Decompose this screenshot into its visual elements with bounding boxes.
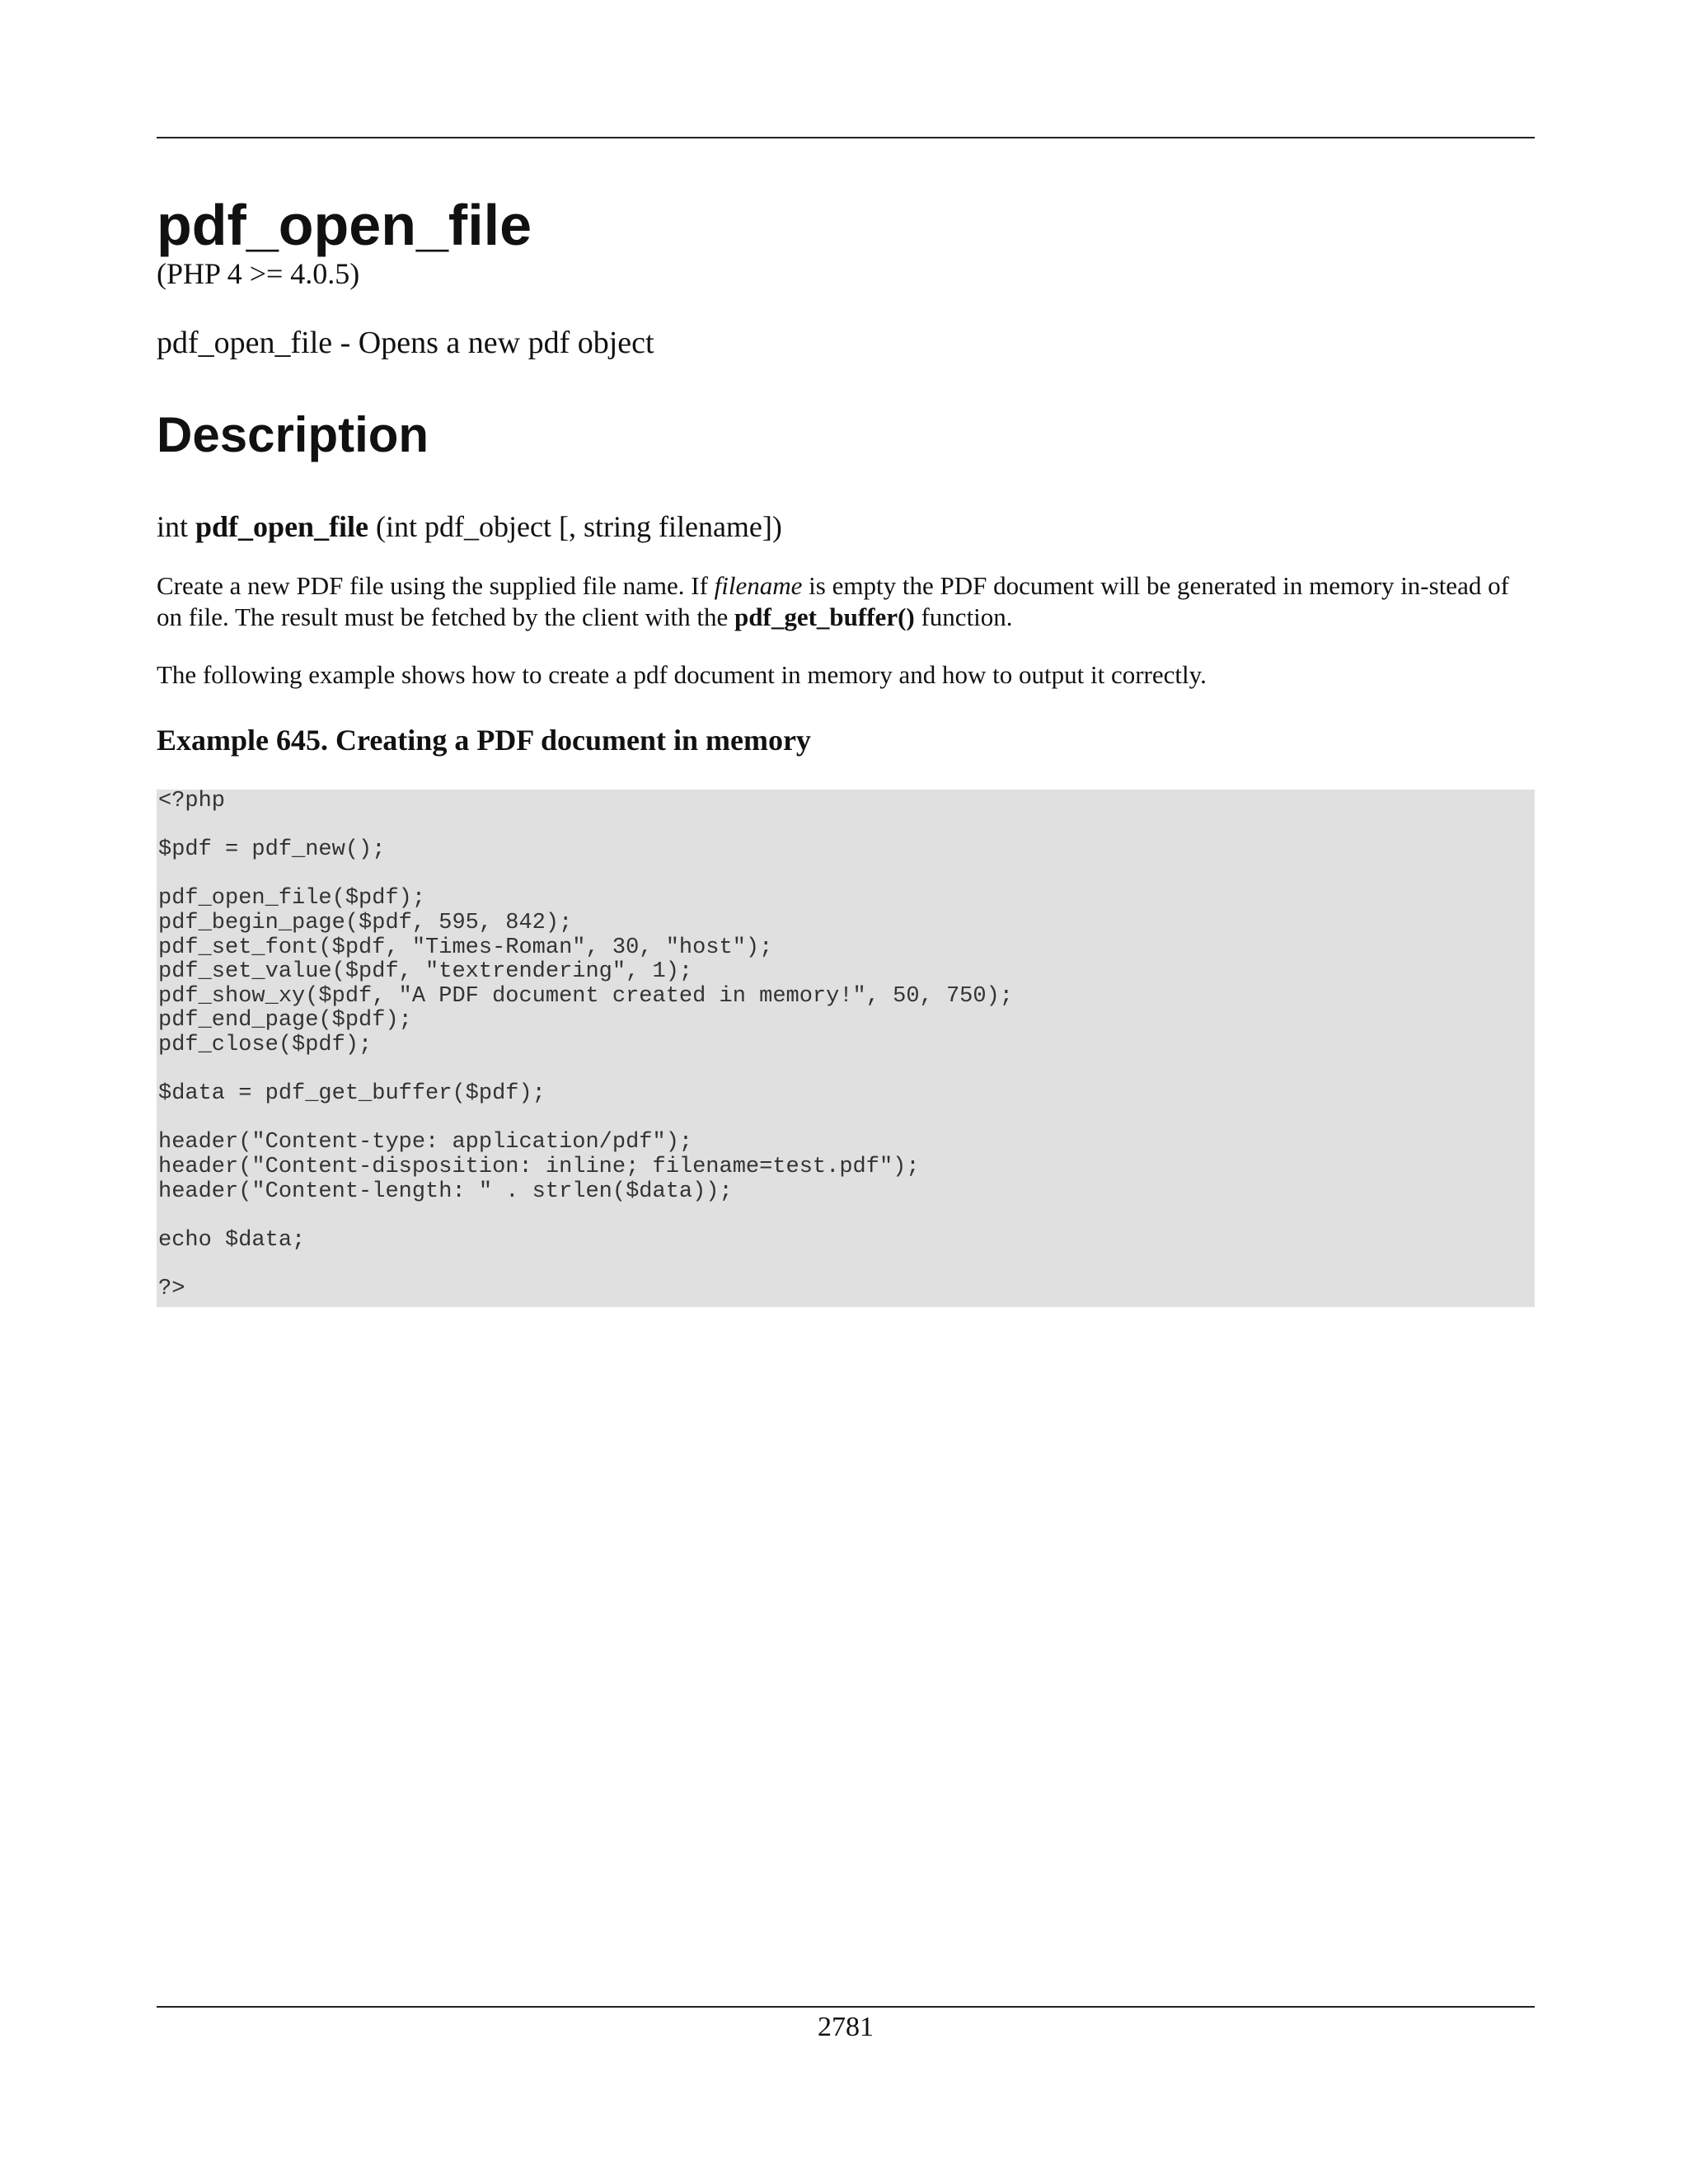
footer-rule (157, 2006, 1535, 2008)
code-line: echo $data; (158, 1227, 306, 1253)
synopsis-return-type: int (157, 510, 189, 543)
code-line: $data = pdf_get_buffer($pdf); (158, 1081, 546, 1107)
paragraph-text: is empty the PDF document will be generated in memory in-stead of on file. The result must be fetched by the client with the (157, 571, 1509, 631)
synopsis-function-name: pdf_open_file (195, 510, 369, 543)
code-line (158, 1107, 1533, 1132)
code-line: header("Content-length: " . strlen($data)); (158, 1179, 733, 1204)
code-line (158, 863, 1533, 888)
paragraph-text: function. (914, 602, 1013, 631)
function-reference: pdf_get_buffer() (734, 602, 915, 631)
page-number: 2781 (818, 2012, 874, 2042)
code-line: <?php (158, 789, 226, 813)
parameter-emphasis: filename (714, 571, 803, 600)
code-line (158, 1253, 1533, 1277)
description-heading: Description (157, 407, 429, 462)
document-page (157, 0, 1535, 2184)
code-line (158, 1058, 1533, 1083)
code-line: pdf_close($pdf); (158, 1032, 373, 1057)
synopsis-params: (int pdf_object [, string filename]) (376, 510, 782, 543)
code-line: ?> (158, 1276, 185, 1301)
page-title: pdf_open_file (157, 193, 532, 257)
function-synopsis (157, 508, 782, 546)
code-line: pdf_open_file($pdf); (158, 886, 426, 912)
code-line: pdf_end_page($pdf); (158, 1008, 412, 1033)
code-line: pdf_show_xy($pdf, "A PDF document created in memory!", 50, 750); (158, 983, 1013, 1009)
code-line: header("Content-type: application/pdf"); (158, 1130, 693, 1155)
code-line: pdf_set_value($pdf, "textrendering", 1); (158, 959, 693, 985)
description-paragraph (157, 570, 1535, 633)
code-line: pdf_set_font($pdf, "Times-Roman", 30, "host"); (158, 935, 773, 960)
version-info: (PHP 4 >= 4.0.5) (157, 257, 360, 290)
code-line (158, 814, 1533, 839)
example-intro-paragraph: The following example shows how to create a pdf document in memory and how to output it correctly. (157, 660, 1207, 689)
code-listing (157, 790, 1535, 1307)
code-line: header("Content-disposition: inline; filename=test.pdf"); (158, 1154, 920, 1179)
code-line (158, 1204, 1533, 1229)
header-rule (157, 137, 1535, 138)
example-title: Example 645. Creating a PDF document in memory (157, 724, 811, 757)
paragraph-text: Create a new PDF file using the supplied file name. If (157, 571, 715, 600)
code-line: pdf_begin_page($pdf, 595, 842); (158, 910, 573, 935)
ref-purpose: pdf_open_file - Opens a new pdf object (157, 326, 654, 360)
code-line: $pdf = pdf_new(); (158, 837, 386, 863)
